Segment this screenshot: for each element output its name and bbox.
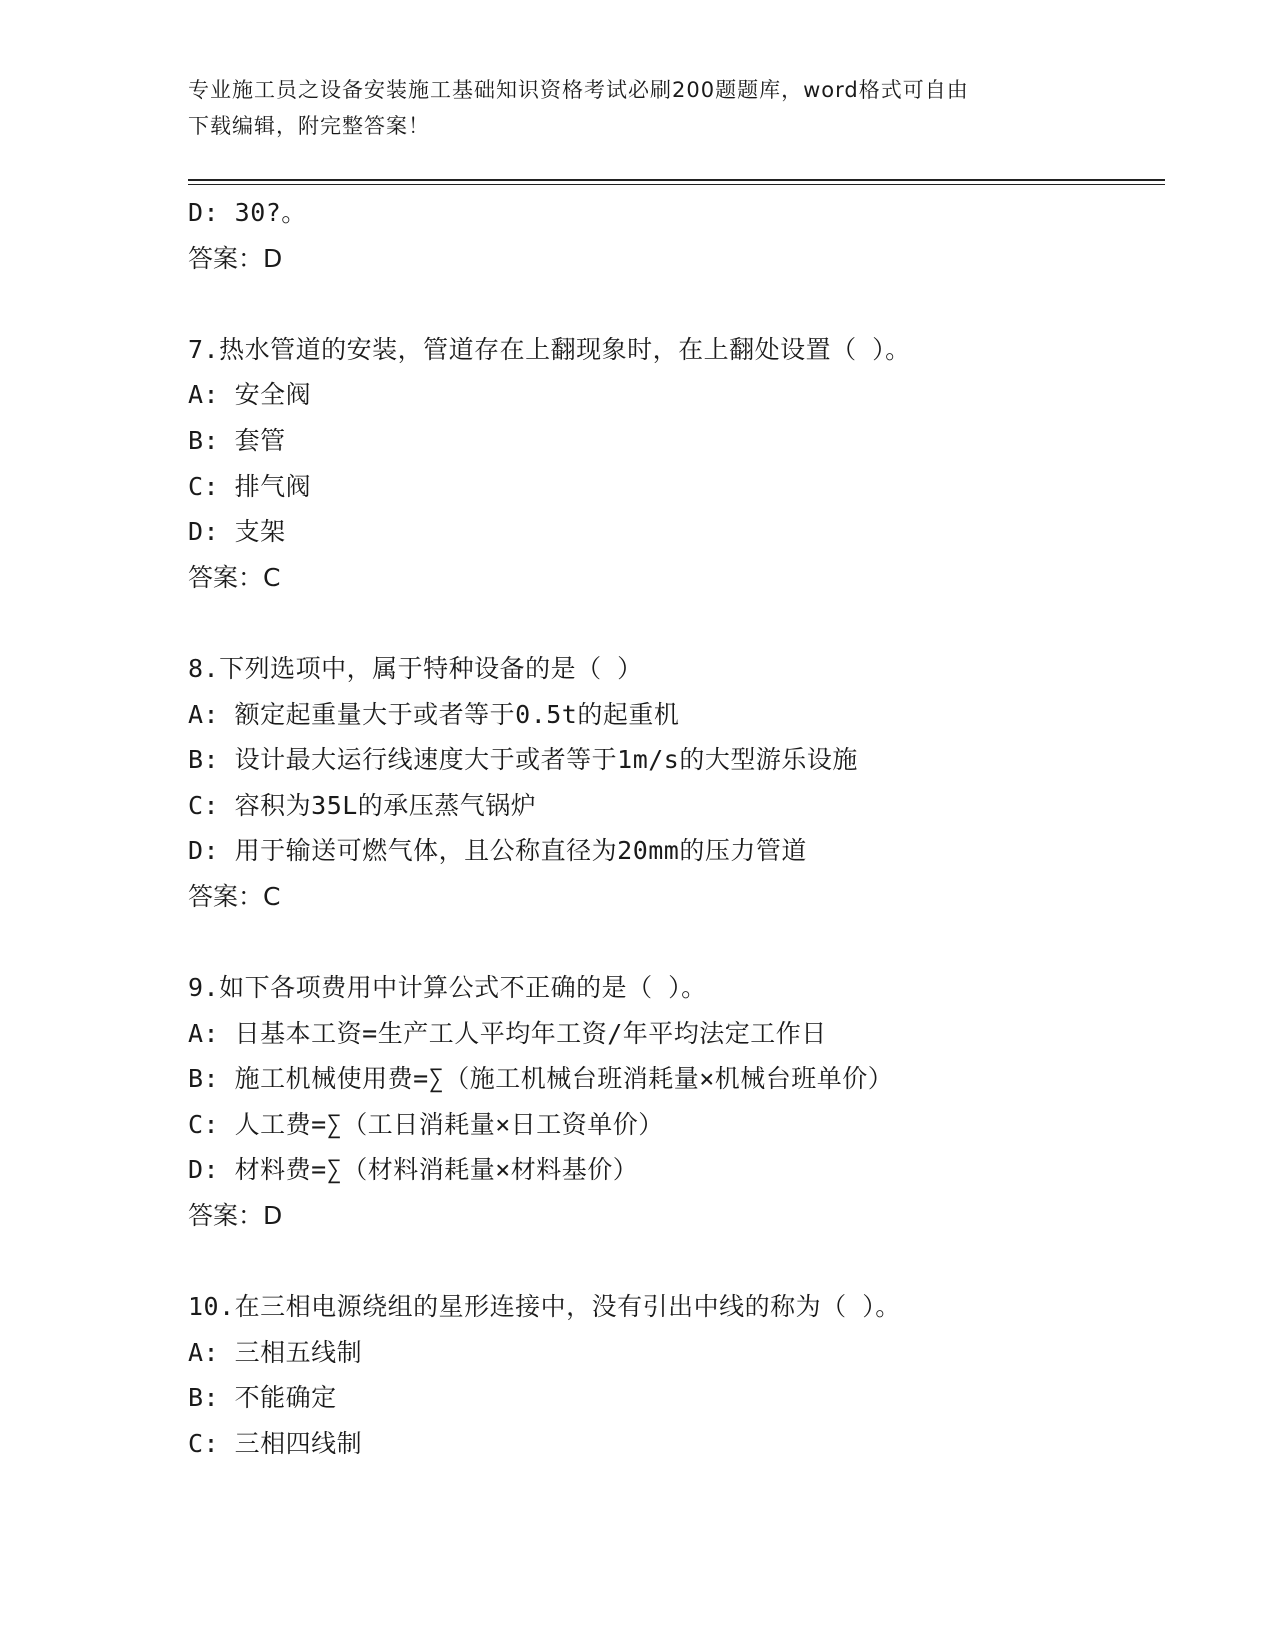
blank-line — [188, 920, 1188, 966]
question-9-option-b: B: 施工机械使用费=∑（施工机械台班消耗量×机械台班单价） — [188, 1064, 894, 1094]
blank-line — [188, 600, 1188, 646]
question-7-stem: 7.热水管道的安装，管道存在上翻现象时，在上翻处设置（ ）。 — [188, 334, 911, 364]
question-10-stem: 10.在三相电源绕组的星形连接中，没有引出中线的称为（ ）。 — [188, 1292, 901, 1322]
question-7-option-b: B: 套管 — [188, 425, 286, 455]
question-9-answer: 答案：D — [188, 1201, 283, 1231]
question-8-option-c: C: 容积为35L的承压蒸气锅炉 — [188, 790, 537, 820]
document-body — [188, 190, 1188, 1467]
question-7-option-c: C: 排气阀 — [188, 471, 312, 501]
question-6-option-d: D: 30?。 — [188, 198, 307, 227]
question-8-option-d: D: 用于输送可燃气体，且公称直径为20mm的压力管道 — [188, 836, 807, 866]
header-title-line-1: 专业施工员之设备安装施工基础知识资格考试必刷200题题库，word格式可自由 — [188, 78, 969, 102]
question-10-option-c: C: 三相四线制 — [188, 1429, 363, 1459]
question-9-option-d: D: 材料费=∑（材料消耗量×材料基价） — [188, 1155, 639, 1185]
question-9-option-a: A: 日基本工资=生产工人平均年工资/年平均法定工作日 — [188, 1018, 827, 1048]
question-8-option-a: A: 额定起重量大于或者等于0.5t的起重机 — [188, 699, 680, 729]
question-8-stem: 8.下列选项中，属于特种设备的是（ ） — [188, 653, 643, 683]
document-header — [188, 72, 1068, 144]
question-7-answer: 答案：C — [188, 562, 281, 592]
question-7-option-a: A: 安全阀 — [188, 380, 312, 410]
question-7-option-d: D: 支架 — [188, 517, 286, 547]
question-8-option-b: B: 设计最大运行线速度大于或者等于1m/s的大型游乐设施 — [188, 745, 858, 775]
question-6-answer: 答案：D — [188, 243, 283, 273]
blank-line — [188, 281, 1188, 327]
question-10-option-b: B: 不能确定 — [188, 1383, 337, 1413]
blank-line — [188, 1239, 1188, 1285]
question-9-option-c: C: 人工费=∑（工日消耗量×日工资单价） — [188, 1109, 664, 1139]
question-10-option-a: A: 三相五线制 — [188, 1337, 363, 1367]
header-divider-thick — [188, 179, 1165, 181]
question-8-answer: 答案：C — [188, 881, 281, 911]
header-divider-thin — [188, 184, 1165, 185]
question-9-stem: 9.如下各项费用中计算公式不正确的是（ ）。 — [188, 973, 707, 1003]
header-title-line-2: 下载编辑，附完整答案！ — [188, 114, 430, 138]
